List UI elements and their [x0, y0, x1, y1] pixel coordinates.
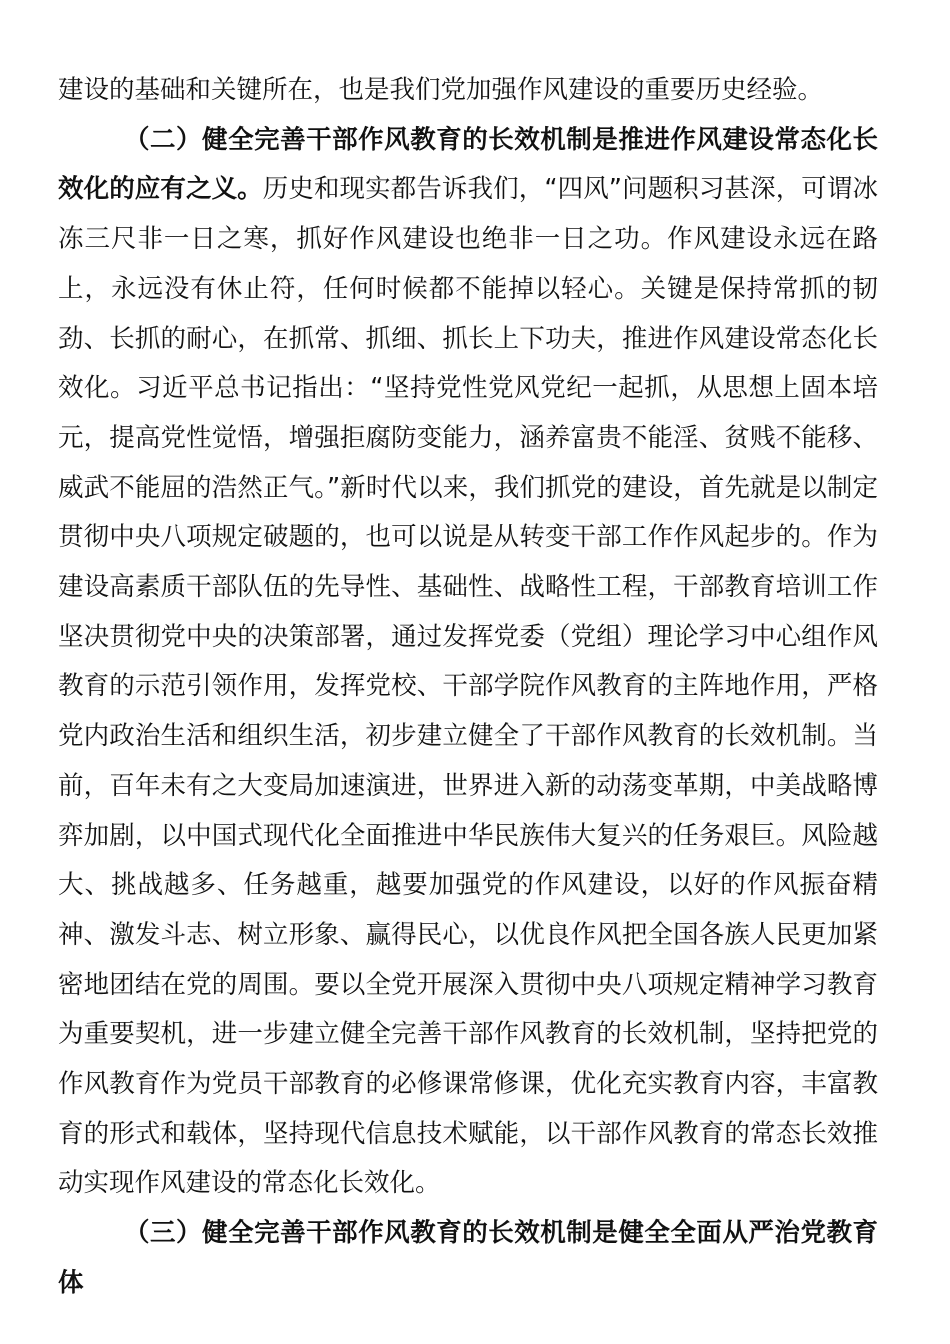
paragraph-section-3 — [58, 1209, 878, 1308]
section-3-heading: （三）健全完善干部作风教育的长效机制是健全全面从严治党教育体 — [58, 1218, 878, 1298]
document-page — [58, 66, 878, 1309]
paragraph-section-2 — [58, 116, 878, 1209]
paragraph-1-body: 建设的基础和关键所在，也是我们党加强作风建设的重要历史经验。 — [58, 75, 824, 105]
section-2-body: 历史和现实都告诉我们，“四风”问题积习甚深，可谓冰冻三尺非一日之寒，抓好作风建设也绝非一日之功。作风建设永远在路上，永远没有休止符，任何时候都不能掉以轻心。关键是保持常抓的韧劲、长抓的耐心，在抓常、抓细、抓长上下功夫，推进作风建设常态化长效化。习近平总书记指出：“坚持党性党风党纪一起抓，从思想上固本培元，提高党性觉悟，增强拒腐防变能力，涵养富贵不能淫、贫贱不能移、威武不能屈的浩然正气。”新时代以来，我们抓党的建设，首先就是以制定贯彻中央八项规定破题的，也可以说是从转变干部工作作风起步的。作为建设高素质干部队伍的先导性、基础性、战略性工程，干部教育培训工作坚决贯彻党中央的决策部署，通过发挥党委（党组）理论学习中心组作风教育的示范引领作用，发挥党校、干部学院作风教育的主阵地作用，严格党内政治生活和组织生活，初步建立健全了干部作风教育的长效机制。当前，百年未有之大变局加速演进，世界进入新的动荡变革期，中美战略博弈加剧，以中国式现代化全面推进中华民族伟大复兴的任务艰巨。风险越大、挑战越多、任务越重，越要加强党的作风建设，以好的作风振奋精神、激发斗志、树立形象、赢得民心，以优良作风把全国各族人民更加紧密地团结在党的周围。要以全党开展深入贯彻中央八项规定精神学习教育为重要契机，进一步建立健全完善干部作风教育的长效机制，坚持把党的作风教育作为党员干部教育的必修课常修课，优化充实教育内容，丰富教育的形式和载体，坚持现代信息技术赋能，以干部作风教育的常态长效推动实现作风建设的常态化长效化。 — [58, 174, 878, 1199]
paragraph-continuation — [58, 66, 878, 116]
section-2-heading: （二）健全完善干部作风教育的长效机制是推进作风建设常态化长效化的应有之义。 — [58, 124, 878, 205]
